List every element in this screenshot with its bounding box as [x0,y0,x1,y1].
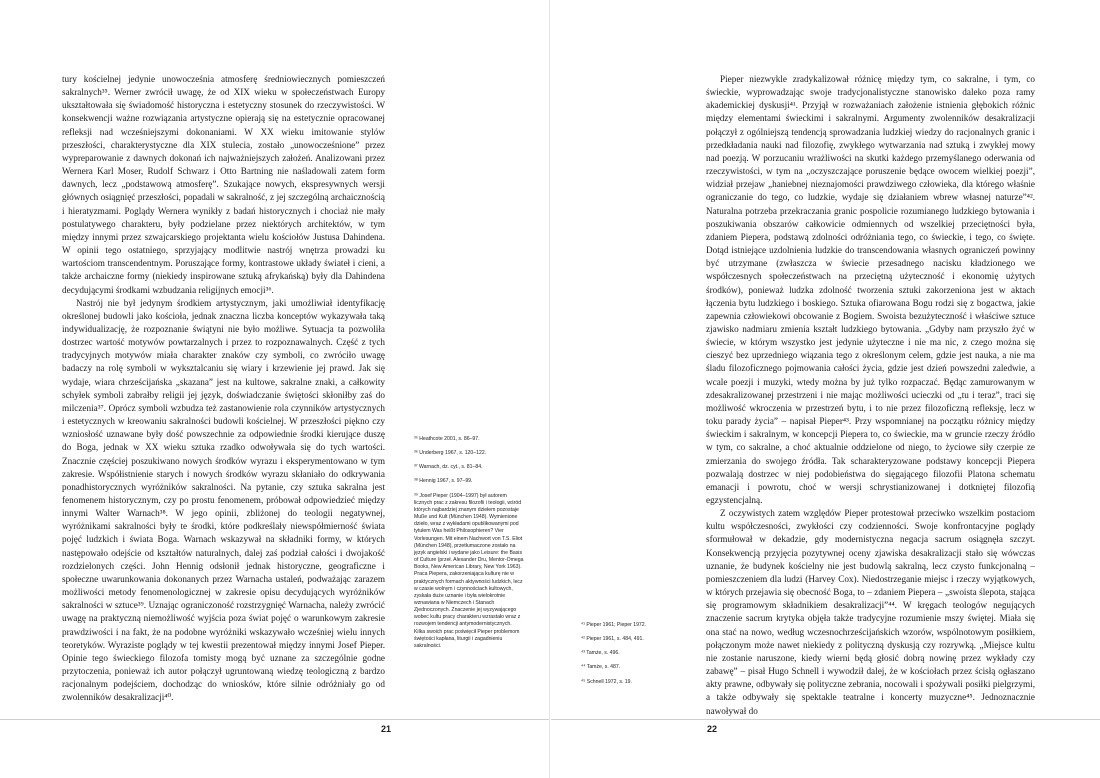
left-footer-rule [0,719,549,720]
footnote: ³⁵ Heathcote 2001, s. 86–97. [414,436,480,442]
page-number-left: 21 [381,724,392,734]
right-footer-rule [551,719,1100,720]
right-page-body [706,73,1035,718]
footnote: ⁴⁴ Tamże, s. 487. [581,664,621,671]
footnote: ⁴² Pieper 1961, s. 484, 491. [581,636,644,643]
left-footnotes [414,436,524,657]
right-footnotes [581,622,686,693]
footnote: ⁴³ Tamże, s. 496. [581,650,620,657]
left-page-body [62,73,385,705]
right-paragraph: Pieper niezwykle zradykalizował różnicę między tym, co sakralne, i tym, co świeckie, wyprowadzając swoje tradycjonalistyczne stanowisko daleko poza ramy akademickiej dyskusji⁴¹. Przyjął w rozważaniach założenie istnienia głębokich różnic między elementami świeckimi i sakralnymi. Argumenty zwolenników desakralizacji połączył z ogólniejszą tendencją sprowadzania ludzkiej wiedzy do racjonalnych granic i przedkładania nauki nad filozofię, zwykłego wytwarzania nad sztuką i zwykłej mowy nad poezją. W porzucaniu wrażliwości na skutki każdego przemyślanego oderwania od rzeczywistości, w tym na „oczyszczające poruszenie będące owocem wielkiej poezji”, widział przejaw „haniebnej nieznajomości prawdziwego człowieka, dla którego właśnie ograniczanie do tego, co ludzkie, wydaje się działaniem wbrew własnej naturze”⁴². Naturalna potrzeba przekraczania granic pospolicie rozumianego ludzkiego bytowania i poszukiwania obszarów całkowicie odmiennych od wszelkiej przeciętności była, zdaniem Piepera, podstawą zdolności odróżniania tego, co świeckie, i tego, co święte. Dotąd istniejące uzdolnienia ludzkie do transcendowania własnych ograniczeń powinny być utrzymane (zwłaszcza w świecie przesadnego nacisku kładzionego we współczesnych społeczeństwach na przeciętną użyteczność i ekonomię użytych środków), ponieważ ludzka zdolność tworzenia sztuki zakorzeniona jest w aktach łączenia bytu ludzkiego i boskiego. Sztuka ofiarowana Bogu rodzi się z bogactwa, jakie zapewnia człowiekowi obcowanie z Bogiem. Swoista bezużyteczność i właściwe sztuce zjawisko nadmiaru zmienia kształt ludzkiego bytowania. „Gdyby nam przyszło żyć w świecie, w którym wszystko jest jedynie użyteczne i nie ma nic, z czego można się cieszyć bez uprzedniego wiązania tego z określonym celem, gdzie jest nauka, a nie ma śladu filozoficznego pojmowania całości życia, gdzie jest dzień powszedni zaledwie, a wcale poezji i muzyki, wtedy można by już tylko rozpaczać. Będąc zamurowanym w zdesakralizowanej przestrzeni i nie mając możliwości ucieczki od „tu i teraz”, traci się możliwość wkroczenia w przestrzeń bytu, i to nie przez filozoficzną refleksję, lecz w toku parady życia” – napisał Pieper⁴³. Przy wspomnianej na początku różnicy między świeckim i sakralnym, w koncepcji Piepera to, co świeckie, ma w gruncie rzeczy źródło w tym, co sakralne, a choć aktualnie oddzielone od niego, to życiowe siły czerpie ze zmierzania do swojego źródła. Tak scharakteryzowane podstawy koncepcji Piepera pozwalają dostrzec w niej podobieństwa do sięgającego filozofii Platona schematu emanacji i powrotu, choć w wersji schrystianizowanej i dotkniętej filozofią egzystencjalną. [706,74,1035,505]
footnote: ³⁶ Underberg 1967, s. 120–122. [414,450,487,457]
footnote: ⁴¹ Pieper 1961; Pieper 1972. [581,622,647,628]
footnote: ³⁸ Hennig 1967, s. 97–99. [414,478,473,485]
right-paragraph: Z oczywistych zatem względów Pieper protestował przeciwko wszelkim postaciom kultu współczesności, zwykłości czy codzienności. Swoje konfrontacyjne poglądy sformułował w dekadzie, gdy modernistyczna negacja sacrum osiągnęła szczyt. Konsekwencją przyjęcia pozytywnej oceny zjawiska desakralizacji stało się wówczas uznanie, że budynek kościelny nie jest budowlą sakralną, lecz czysto funkcjonalną – pomieszczeniem dla ludzi (Harvey Cox). Niedostrzeganie miejsc i rzeczy wyjątkowych, w których przejawia się obecność Boga, to – zdaniem Piepera – „swoista ślepota, stająca się programowym składnikiem desakralizacji”⁴⁴. W kręgach teologów negujących znaczenie sacrum krytyka objęła także tradycyjne rozumienie mszy świętej. Miała się ona stać na nowo, według wczesnochrześcijańskich wzorów, wspólnotowym posiłkiem, połączonym może nawet niekiedy z polityczną dyskusją czy rozrywką. „Miejsce kultu nie zostanie naruszone, kiedy wierni będą głosić dobrą nowinę przez wykłady czy zabawę” – pisał Hugo Schnell i wywodził dalej, że w kościołach przez ścisłą ogłaszano akty prawne, odbywały się polityczne zebrania, nocowali i spożywali posiłki pielgrzymi, a także odbywały się spektakle teatralne i koncerty muzyczne⁴⁵. Jednoznacznie nawoływał do [706,508,1035,716]
page-number-right: 22 [707,724,718,734]
footnote: ³⁷ Warnach, dz. cyt., s. 81–84. [414,464,483,471]
footnote: ⁴⁵ Schnell 1972, s. 19. [581,678,632,685]
gutter [549,0,550,778]
footnote: ³⁹ Josef Pieper (1904–1997) był autorem licznych prac z zakresu filozofii i teologii, wśród których najbardziej znanym dziełem pozostaje Muße und Kult (München 1948). Wymienione dzieło, wraz z wykładami opublikowanymi pod tytułem Was heißt Philosophieren? Vier Vorlesungen. Mit einem Nachwort von T.S. Eliot (München 1948), przetłumaczone zostało na język angielski i wydane jako Leisure: the Basis of Culture (przeł. Alexander Dru, Mentor-Omega Books, New American Library, New York 1963). Praca Piepera, zakorzeniająca kulturę nie w praktycznych formach aktywności ludzkich, lecz w czasie wolnym i czynnościach kultowych, zyskała duże uznanie i była wielokrotnie wznawiana w Niemczech i Stanach Zjednoczonych. Znaczenie jej wyzywającego wobec kultu pracy charakteru wzrastało wraz z rozwojem tendencji antymodernistycznych. Kilka swoich prac poświęcił Pieper problemom świętości kapłana, liturgii i zagadnieniu sakralności. [414,492,524,649]
left-paragraph: tury kościelnej jedynie unowocześnia atmosferę średniowiecznych pomieszczeń sakralnych³⁵. Werner zwrócił uwagę, że od XIX wieku w społeczeństwach Europy ukształtowała się świadomość historyczna i estetyczny stosunek do rzeczywistości. W konsekwencji ważne rozwiązania artystyczne opierają się na estetycznie opracowanej refleksji nad wcześniejszymi dokonaniami. W XX wieku imitowanie stylów przeszłości, charakterystyczne dla XIX stulecia, zostało „unowocześnione” przez wypreparowanie z dawnych dokonań ich najważniejszych założeń. Analizowani przez Wernera Karl Moser, Rudolf Schwarz i Otto Bartning nie naśladowali zatem form dawnych, lecz „podstawową atmosferę”. Szukające nowych, ekspresywnych wersji głównych osiągnięć przeszłości, popadali w sakralność, z jej szczególną archaicznością i hieratyzmami. Poglądy Wernera wynikły z badań historycznych i chociaż nie mały postulatywego charakteru, były podzielane przez niektórych architektów, w tym między innymi przez szwajcarskiego projektanta wielu kościołów Justusa Dahindena. W opinii tego ostatniego, sprzyjający modlitwie nastrój wnętrza prowadzi ku wartościom transcendentnym. Poruszające formy, kontrastowe układy świateł i cieni, a także archaiczne formy (niekiedy inspirowane sztuką afrykańską) były dla Dahindena decydującymi środkami wzbudzania religijnych emocji³⁶. [62,74,385,295]
left-paragraph: Nastrój nie był jedynym środkiem artystycznym, jaki umożliwiał identyfikację określonej budowli jako kościoła, jednak znaczna liczba konceptów wykazywała taką indywidualizację, że rozpoznanie świątyni nie było możliwe. Sytuacja ta pozwoliła dostrzec wartość motywów powtarzalnych i przez to rozpoznawalnych. Część z tych tradycyjnych motywów miała charakter znaków czy symboli, co zwróciło uwagę badaczy na rolę symboli w wyksztalcaniu się wiary i krzewienie jej prawd. Jak się wydaje, wiara chrześcijańska „skazana” jest na kultowe, sakralne znaki, a całkowity schyłek symboli zabrałby religii jej język, doświadczanie świętości skłoniłby zaś do milczenia³⁷. Oprócz symboli wzbudza też zastanowienie rola czynników artystycznych i estetycznych w kreowaniu sakralności budowli kościelnej. W przeszłości piękno czy wzniosłość uznawane były dość powszechnie za odpowiednie środki kierujące duszę do Boga, jednak w XX wieku sztuka rzadko odwoływała się do tych wartości. Znacznie częściej poszukiwano nowych środków wyrazu i eksperymentowano w tym zakresie. Współistnienie starych i nowych środków wyrazu skłaniało do odkrywania ponadhistorycznych wyróżników sakralności. Na pytanie, czy sztuka sakralna jest fenomenem historycznym, czy po prostu fenomenem, próbował odpowiedzieć między innymi Walter Warnach³⁸. W jego opinii, zbliżonej do teologii negatywnej, wyróżnikami sakralności były te środki, które podkreślały niewspółmierność świata pojęć ludzkich i świata Boga. Warnach wskazywał na składniki formy, w których następowało odejście od kształtów naturalnych, dalej zaś podział całości i dwojakość rozdzielonych części. John Hennig odsłonił jednak historyczne, geograficzne i społeczne uwarunkowania dokonanych przez Warnacha ustaleń, podważając zarazem możliwości metody fenomenologicznej w zakresie opisu decydujących wyróżników sakralności w sztuce³⁹. Uznając ograniczoność rozstrzygnięć Warnacha, należy zwrócić uwagę na praktyczną niemożliwość wyjścia poza świat pojęć o warunkowym zakresie prawdziwości i na fakt, że na podobne wyróżniki wskazywało wcześniej wielu innych teoretyków. Wyraziste poglądy w tej kwestii prezentował między innymi Josef Pieper. Opinie tego świeckiego filozofa tomisty mogą być uznane za szczególnie godne przytoczenia, ponieważ ich autor połączył ugruntowaną wiedzę teologiczną z bardzo racjonalnym podejściem, dochodząc do wniosków, które silnie odróżniały go od zwolenników desakralizacji⁴⁰. [62,297,385,703]
